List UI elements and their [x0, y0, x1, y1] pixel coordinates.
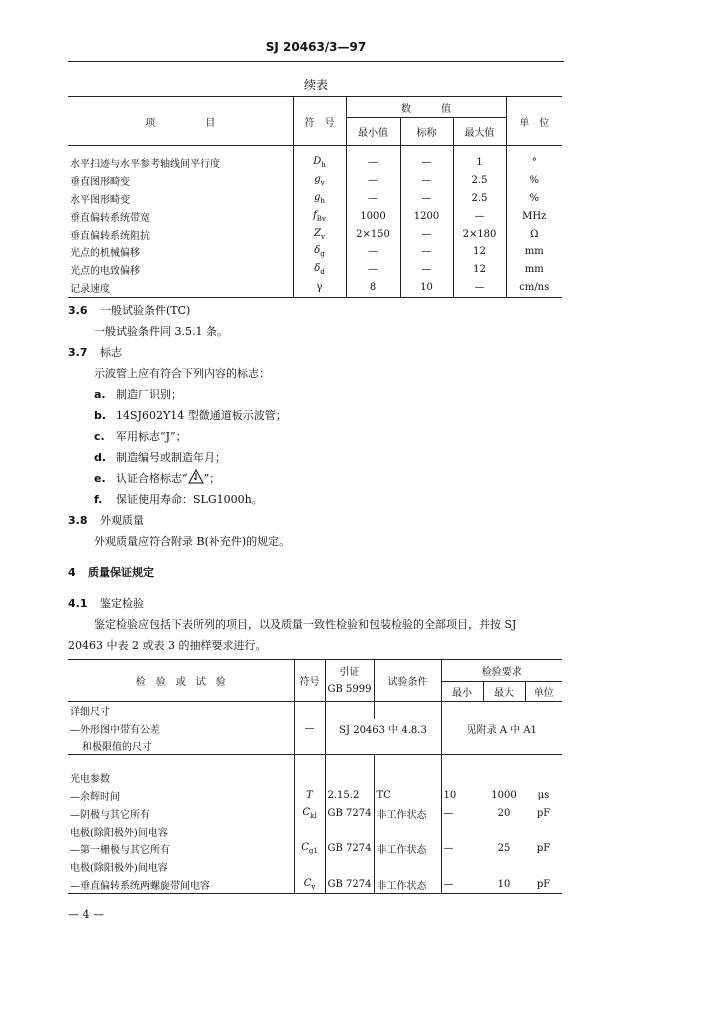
item-cell: 光点的电致偏移 — [70, 266, 140, 278]
table-row — [68, 787, 562, 805]
min-cell: — — [441, 804, 483, 822]
unit-cell: pF — [536, 843, 551, 855]
max-cell: 1 — [453, 154, 506, 172]
min-cell: — — [346, 243, 400, 261]
min-cell: — — [346, 171, 400, 189]
symbol-cell: $g_v$ — [293, 171, 346, 189]
reference-cell: 2.15.2 — [325, 787, 374, 805]
test-cell: 和极限值的尺寸 — [82, 742, 152, 754]
item-cell: 垂直图形畸变 — [70, 176, 130, 188]
list-item: d. 制造编号或制造年月； — [94, 451, 226, 464]
table-row — [68, 876, 562, 894]
condition-cell: 非工作状态 — [374, 804, 441, 822]
max-cell: 25 — [497, 843, 511, 855]
symbol-cell: T — [294, 787, 325, 805]
symbol-cell: $Z_v$ — [293, 225, 346, 243]
header-item: 项 目 — [68, 97, 293, 146]
condition-cell: 非工作状态 — [374, 876, 441, 894]
test-cell: —外形图中带有公差 — [70, 724, 160, 736]
symbol-cell: γ — [293, 279, 346, 297]
unit-cell: % — [506, 189, 562, 207]
min-cell: — — [346, 189, 400, 207]
group-title: 详细尺寸 — [70, 707, 110, 719]
max-cell: 12 — [453, 261, 506, 279]
table-caption: 续表 — [303, 78, 328, 92]
unit-cell: % — [506, 171, 562, 189]
group-title: 光电参数 — [70, 774, 110, 786]
test-cell: —阴极与其它所有 — [70, 809, 150, 821]
list-item: f. 保证使用寿命：SLG1000h。 — [94, 493, 263, 506]
test-cell: —第一栅极与其它所有 — [70, 845, 170, 857]
unit-cell: μs — [537, 790, 550, 802]
requirement-cell: 见附录 A 中 A1 — [441, 719, 562, 737]
section-heading: 3.7 标志 — [68, 346, 122, 359]
condition-cell: TC — [374, 787, 441, 805]
symbol-cell: $C_v$ — [294, 876, 325, 894]
unit-cell: mm — [506, 261, 562, 279]
symbol-cell: $\delta_g$ — [293, 243, 346, 261]
item-cell: 水平扫迹与水平参考轴线间平行度 — [70, 158, 220, 170]
max-cell: 2.5 — [453, 189, 506, 207]
header-min: 最小 — [441, 682, 483, 702]
document-number-header: SJ 20463/3—97 — [265, 40, 367, 54]
min-cell: 8 — [346, 279, 400, 297]
body-text — [68, 300, 568, 656]
max-cell: 10 — [483, 876, 525, 894]
header-unit: 单位 — [525, 682, 562, 702]
parameter-table — [68, 96, 562, 298]
header-reference: 引证 GB 5999 — [325, 660, 374, 702]
table-row — [68, 171, 562, 189]
header-value: 数 值 — [346, 97, 506, 118]
item-cell: 光点的机械偏移 — [70, 248, 140, 260]
paragraph: 外观质量应符合附录 B(补充件)的规定。 — [94, 535, 291, 548]
list-item: b. 14SJ602Y14 型微通道板示波管； — [94, 409, 287, 422]
item-cell: 水平图形畸变 — [70, 194, 130, 206]
table-row — [68, 243, 562, 261]
table-row — [68, 261, 562, 279]
min-cell: 1000 — [346, 207, 400, 225]
header-requirement: 检验要求 — [441, 660, 562, 682]
min-cell: 2×150 — [346, 225, 400, 243]
test-cell: —垂直偏转系统两螺旋带间电容 — [68, 876, 294, 894]
unit-cell: cm/ns — [506, 279, 562, 297]
header-max: 最大 — [483, 682, 525, 702]
nominal-cell: — — [400, 243, 453, 261]
nominal-cell: — — [400, 154, 453, 172]
item-cell: 垂直偏转系统阻抗 — [70, 230, 150, 242]
section-heading: 3.8 外观质量 — [68, 514, 144, 527]
max-cell: 1000 — [491, 790, 517, 802]
list-item: c. 军用标志“J”； — [94, 430, 187, 443]
unit-cell: MHz — [506, 207, 562, 225]
item-cell: 垂直偏转系统带宽 — [70, 212, 150, 224]
table-row — [68, 189, 562, 207]
min-cell: — — [441, 876, 483, 894]
header-max: 最大值 — [453, 118, 506, 146]
symbol-cell: $g_h$ — [293, 189, 346, 207]
item-cell: 记录速度 — [68, 279, 293, 297]
section-heading: 4.1 鉴定检验 — [68, 597, 144, 610]
max-cell: 12 — [453, 243, 506, 261]
header-rule — [68, 61, 564, 62]
section-heading: 3.6 一般试验条件(TC) — [68, 304, 191, 317]
table-row — [68, 279, 562, 297]
table-row — [68, 804, 562, 822]
nominal-cell: 1200 — [400, 207, 453, 225]
nominal-cell: — — [400, 189, 453, 207]
unit-cell: pF — [525, 876, 562, 894]
symbol-cell: $C_{kl}$ — [294, 804, 325, 822]
unit-cell: mm — [506, 243, 562, 261]
test-cell: 电极(除阳极外)间电容 — [70, 863, 168, 875]
table-row — [68, 154, 562, 172]
nominal-cell: — — [400, 261, 453, 279]
symbol-cell: $\delta_d$ — [293, 261, 346, 279]
max-cell: — — [453, 279, 506, 297]
header-unit: 单 位 — [506, 97, 562, 146]
nominal-cell: — — [400, 225, 453, 243]
table-row — [68, 840, 562, 858]
symbol-cell: $D_h$ — [293, 154, 346, 172]
unit-cell: ° — [506, 154, 562, 172]
test-cell: —余辉时间 — [70, 792, 120, 804]
nominal-cell: 10 — [400, 279, 453, 297]
max-cell: — — [453, 207, 506, 225]
section-heading: 4 质量保证规定 — [68, 566, 154, 579]
symbol-cell: — — [294, 719, 325, 737]
unit-cell: Ω — [506, 225, 562, 243]
unit-cell: pF — [536, 807, 551, 819]
max-cell: 2×180 — [453, 225, 506, 243]
table-row — [68, 719, 562, 737]
paragraph: 一般试验条件同 3.5.1 条。 — [94, 325, 228, 338]
list-item: e. 认证合格标志“ ”； — [68, 468, 568, 489]
condition-cell: 非工作状态 — [374, 840, 441, 858]
paragraph: 示波管上应有符合下列内容的标志： — [94, 367, 270, 380]
test-cell: 电极(除阳极外)间电容 — [70, 827, 168, 839]
header-min: 最小值 — [346, 118, 400, 146]
reference-cell: GB 7274 — [325, 804, 374, 822]
list-item: a. 制造厂识别； — [94, 388, 182, 401]
max-cell: 20 — [497, 807, 511, 819]
inspection-table — [68, 659, 562, 894]
reference-cell: SJ 20463 中 4.8.3 — [325, 719, 441, 737]
nominal-cell: — — [400, 171, 453, 189]
min-cell: — — [346, 261, 400, 279]
min-cell: — — [346, 154, 400, 172]
min-cell: 10 — [441, 787, 483, 805]
page-number: — 4 — — [68, 908, 104, 921]
header-nominal: 标称 — [400, 118, 453, 146]
table-row — [68, 225, 562, 243]
reference-cell: GB 7274 — [325, 840, 374, 858]
reference-cell: GB 7274 — [325, 876, 374, 894]
header-symbol: 符号 — [294, 660, 325, 702]
header-symbol: 符 号 — [293, 97, 346, 146]
symbol-cell: $C_{g1}$ — [294, 840, 325, 858]
max-cell: 2.5 — [453, 171, 506, 189]
paragraph: 20463 中表 2 或表 3 的抽样要求进行。 — [68, 639, 267, 652]
paragraph: 鉴定检验应包括下表所列的项目，以及质量一致性检验和包装检验的全部项目，并按 SJ — [94, 618, 517, 631]
symbol-cell: $f_{Bv}$ — [293, 207, 346, 225]
table-row — [68, 207, 562, 225]
min-cell: — — [441, 840, 483, 858]
header-test: 检 验 或 试 验 — [68, 660, 294, 702]
certification-mark-icon — [188, 469, 204, 485]
header-condition: 试验条件 — [374, 660, 441, 702]
